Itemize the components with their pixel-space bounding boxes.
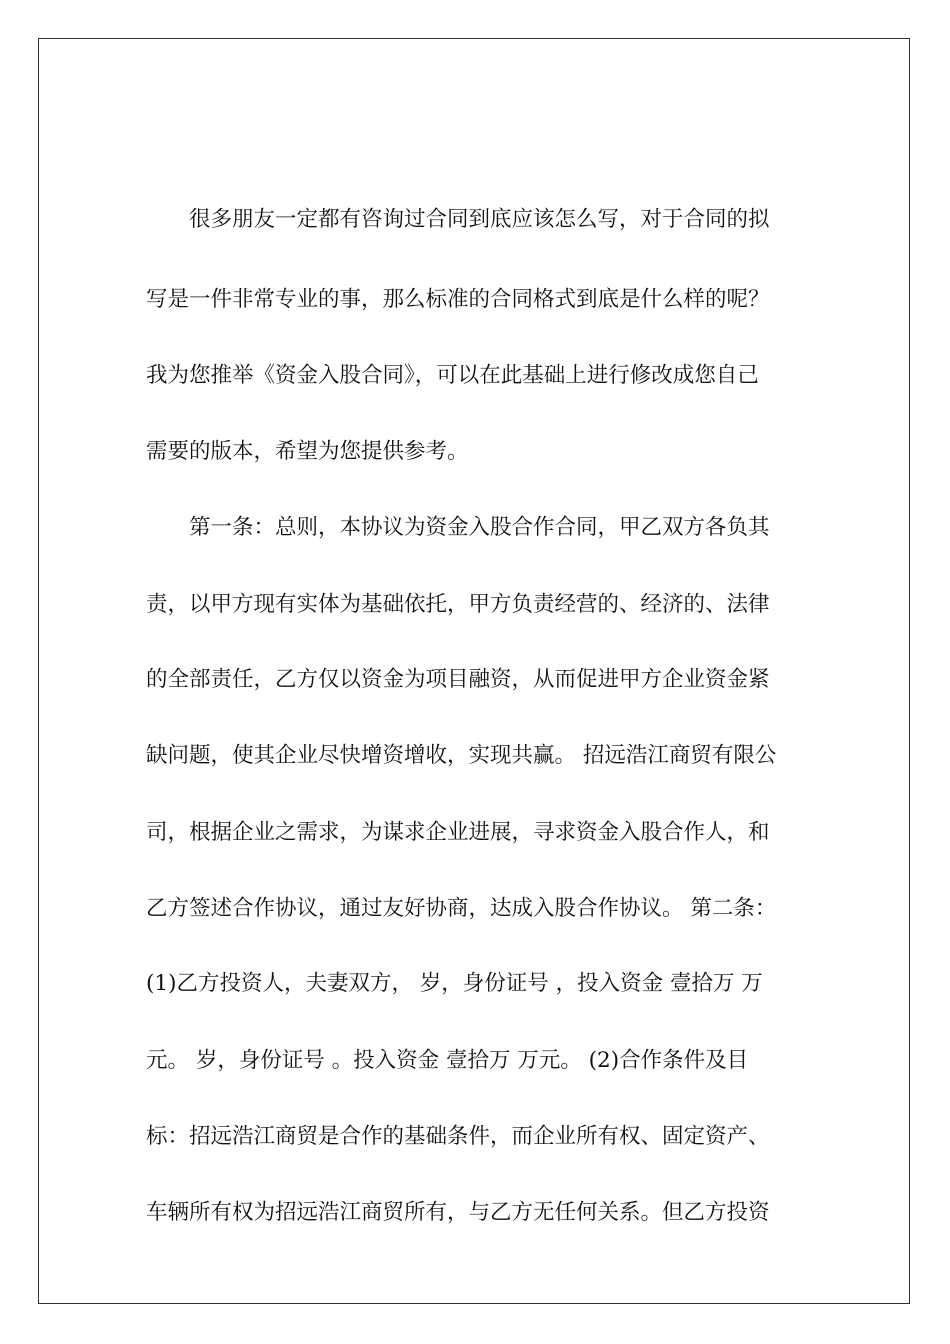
text-line: 我为您推举《资金入股合同》，可以在此基础上进行修改成您自己 — [146, 363, 759, 388]
text-line: (1)乙方投资人，夫妻双方， 岁，身份证号 ，投入资金 壹拾万 万 — [146, 971, 763, 996]
text-line: 责，以甲方现有实体为基础依托，甲方负责经营的、经济的、法律 — [146, 592, 770, 617]
text-line: 元。 岁，身份证号 。投入资金 壹拾万 万元。 (2)合作条件及目 — [146, 1048, 749, 1073]
text-line: 第一条：总则，本协议为资金入股合作合同，甲乙双方各负其 — [146, 515, 770, 540]
text-line: 车辆所有权为招远浩江商贸所有，与乙方无任何关系。但乙方投资 — [146, 1200, 770, 1225]
text-line: 乙方签述合作协议，通过友好协商，达成入股合作协议。 第二条： — [146, 896, 777, 921]
text-line: 标：招远浩江商贸是合作的基础条件，而企业所有权、固定资产、 — [146, 1124, 770, 1149]
text-line: 的全部责任，乙方仅以资金为项目融资，从而促进甲方企业资金紧 — [146, 667, 770, 692]
text-line: 需要的版本，希望为您提供参考。 — [146, 439, 469, 464]
text-line: 缺问题，使其企业尽快增资增收，实现共赢。 招远浩江商贸有限公 — [146, 743, 777, 768]
text-line: 很多朋友一定都有咨询过合同到底应该怎么写，对于合同的拟 — [146, 207, 770, 232]
text-line: 写是一件非常专业的事，那么标准的合同格式到底是什么样的呢？ — [146, 287, 770, 312]
text-line: 司，根据企业之需求，为谋求企业进展，寻求资金入股合作人，和 — [146, 820, 770, 845]
